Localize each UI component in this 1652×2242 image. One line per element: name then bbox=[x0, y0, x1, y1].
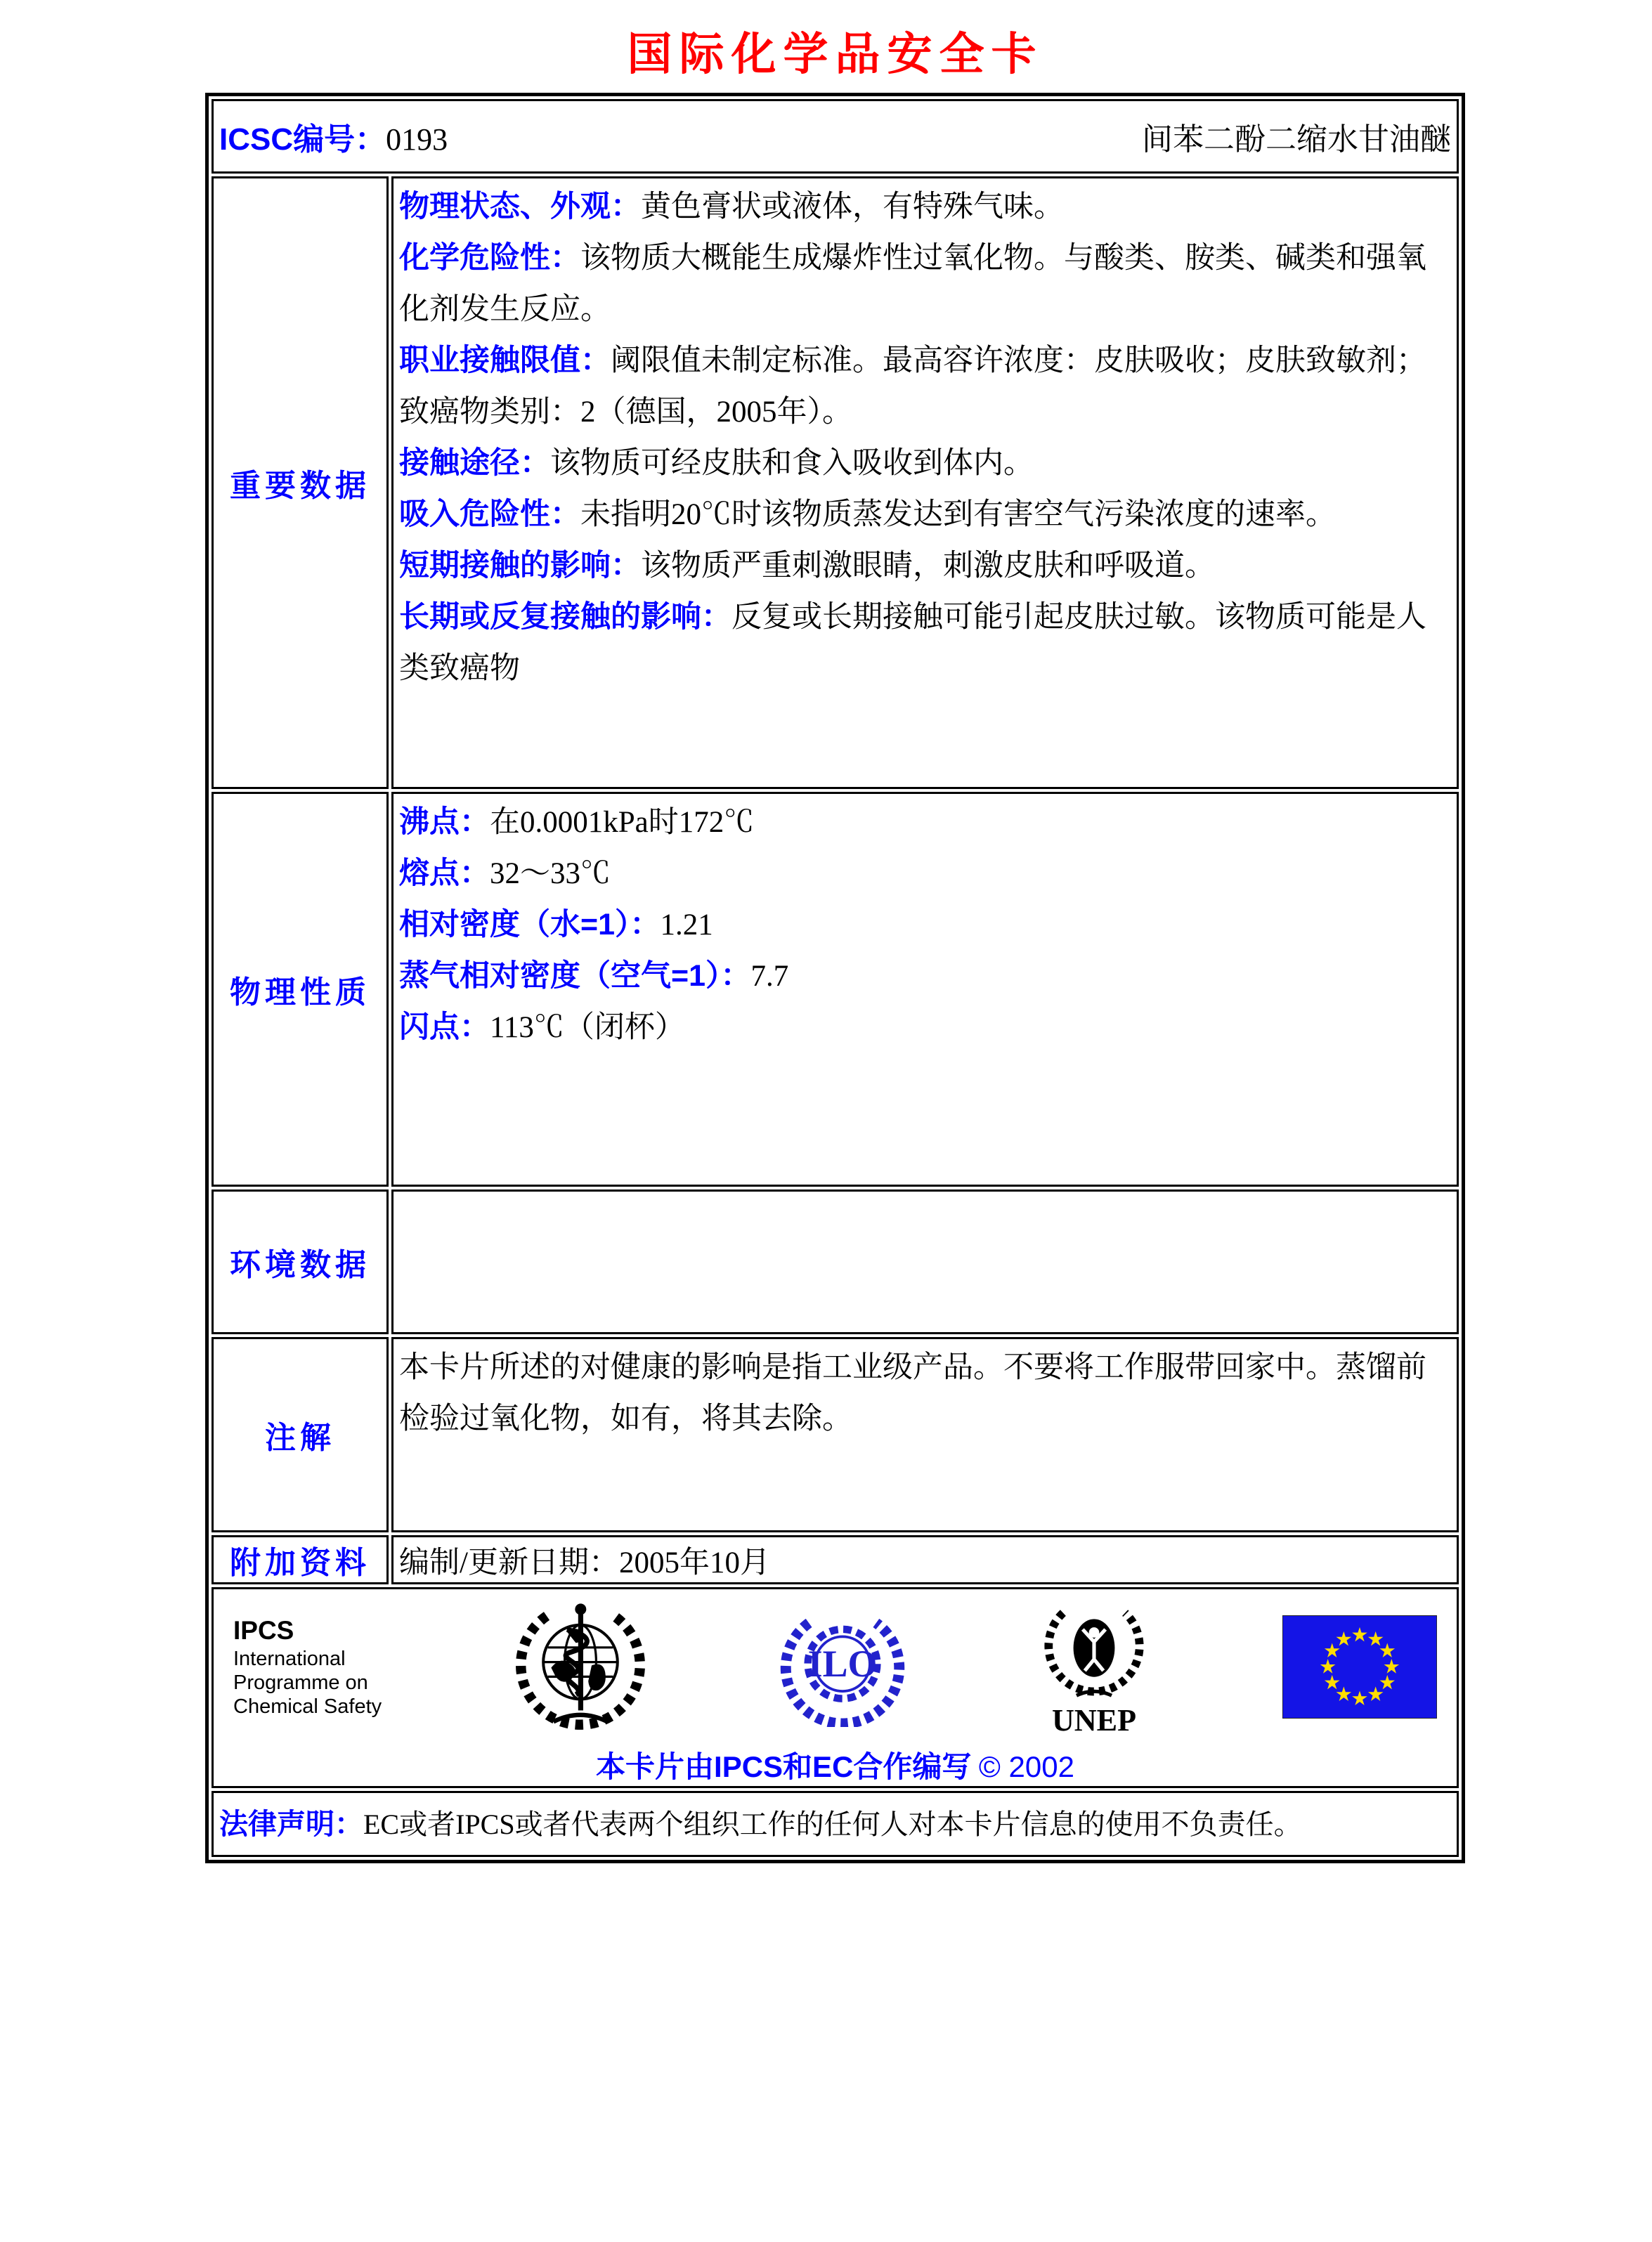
ipcs-text-block bbox=[233, 1615, 382, 1719]
entry-label: 长期或反复接触的影响： bbox=[399, 600, 731, 634]
icsc-card-table bbox=[205, 93, 1465, 1863]
notes-section-label: 注解 bbox=[212, 1337, 389, 1532]
environmental-data-section-label: 环境数据 bbox=[212, 1190, 389, 1334]
entry-text: 32～33℃ bbox=[490, 857, 611, 890]
data-entry bbox=[399, 540, 1451, 592]
ipcs-line: Programme on bbox=[233, 1671, 368, 1694]
data-entry bbox=[399, 233, 1451, 335]
data-entry bbox=[399, 797, 1451, 848]
important-data-row bbox=[212, 176, 1459, 789]
cooperation-caption-text: 本卡片由IPCS和EC合作编写 bbox=[596, 1750, 972, 1783]
entry-text: 1.21 bbox=[660, 908, 713, 941]
entry-label: 熔点： bbox=[399, 856, 490, 890]
entry-label: 相对密度（水=1）： bbox=[399, 908, 661, 941]
environmental-data-content bbox=[391, 1190, 1459, 1334]
important-data-content bbox=[391, 176, 1459, 789]
entry-text: 反复或长期接触可能引起皮肤过敏。该物质可能是人类致癌物 bbox=[399, 601, 1426, 685]
who-logo-icon bbox=[513, 1596, 648, 1738]
legal-row bbox=[212, 1791, 1459, 1857]
entry-text: 7.7 bbox=[750, 960, 789, 993]
additional-info-row bbox=[212, 1535, 1459, 1584]
notes-content bbox=[391, 1337, 1459, 1532]
entry-text: 该物质严重刺激眼睛，刺激皮肤和呼吸道。 bbox=[641, 549, 1215, 582]
ilo-logo-text: ILO bbox=[807, 1643, 878, 1686]
legal-label: 法律声明： bbox=[219, 1807, 363, 1840]
entry-label: 接触途径： bbox=[399, 446, 550, 480]
ipcs-line: Chemical Safety bbox=[233, 1695, 382, 1718]
environmental-data-row bbox=[212, 1190, 1459, 1334]
eu-flag-icon bbox=[1282, 1615, 1437, 1719]
additional-info-content bbox=[391, 1535, 1459, 1584]
ipcs-acronym: IPCS bbox=[233, 1616, 294, 1645]
data-entry bbox=[399, 592, 1451, 694]
logos-cell bbox=[212, 1587, 1459, 1788]
important-data-section-label: 重要数据 bbox=[212, 176, 389, 789]
entry-text: 阈限值未制定标准。最高容许浓度：皮肤吸收；皮肤致敏剂；致癌物类别：2（德国，2005年）。 bbox=[399, 344, 1426, 429]
additional-info-section-label: 附加资料 bbox=[212, 1535, 389, 1584]
legal-cell bbox=[212, 1791, 1459, 1857]
entry-label: 职业接触限值： bbox=[399, 344, 611, 377]
entry-text: 113℃（闭杯） bbox=[490, 1011, 685, 1044]
data-entry bbox=[399, 335, 1451, 438]
entry-label: 物理状态、外观： bbox=[399, 190, 641, 223]
physical-properties-row bbox=[212, 792, 1459, 1187]
data-entry bbox=[399, 951, 1451, 1002]
data-entry bbox=[399, 489, 1451, 540]
data-entry bbox=[399, 438, 1451, 489]
ipcs-line: International bbox=[233, 1648, 346, 1670]
header-cell bbox=[212, 99, 1459, 174]
physical-properties-content bbox=[391, 792, 1459, 1187]
logos-row bbox=[212, 1587, 1459, 1788]
revision-date-text: 编制/更新日期：2005年10月 bbox=[399, 1546, 770, 1579]
entry-label: 吸入危险性： bbox=[399, 497, 580, 531]
notes-text: 本卡片所述的对健康的影响是指工业级产品。不要将工作服带回家中。蒸馏前检验过氧化物，如有，将其去除。 bbox=[399, 1351, 1426, 1435]
entry-text: 在0.0001kPa时172℃ bbox=[490, 806, 755, 839]
data-entry bbox=[399, 899, 1451, 951]
entry-label: 闪点： bbox=[399, 1010, 490, 1044]
entry-text: 黄色膏状或液体，有特殊气味。 bbox=[641, 190, 1064, 223]
chemical-name: 间苯二酚二缩水甘油醚 bbox=[1142, 122, 1451, 157]
entry-label: 沸点： bbox=[399, 805, 490, 839]
cooperation-caption bbox=[219, 1744, 1451, 1786]
icsc-number-value: 0193 bbox=[386, 122, 448, 157]
page-title: 国际化学品安全卡 bbox=[627, 29, 1043, 79]
data-entry bbox=[399, 181, 1451, 233]
icsc-number-group bbox=[219, 114, 448, 159]
ilo-logo-icon bbox=[779, 1606, 906, 1727]
legal-text: EC或者IPCS或者代表两个组织工作的任何人对本卡片信息的使用不负责任。 bbox=[363, 1808, 1302, 1840]
physical-properties-section-label: 物理性质 bbox=[212, 792, 389, 1187]
notes-row bbox=[212, 1337, 1459, 1532]
copyright-year: © 2002 bbox=[978, 1750, 1074, 1783]
entry-text: 该物质大概能生成爆炸性过氧化物。与酸类、胺类、碱类和强氧化剂发生反应。 bbox=[399, 242, 1426, 326]
unep-logo-text: UNEP bbox=[1051, 1703, 1137, 1737]
entry-text: 未指明20℃时该物质蒸发达到有害空气污染浓度的速率。 bbox=[580, 498, 1336, 531]
entry-label: 化学危险性： bbox=[399, 241, 580, 275]
entry-label: 蒸气相对密度（空气=1）： bbox=[399, 959, 751, 993]
icsc-number-label: ICSC编号： bbox=[219, 122, 386, 157]
data-entry bbox=[399, 848, 1451, 899]
data-entry bbox=[399, 1002, 1451, 1053]
header-row bbox=[212, 99, 1459, 174]
entry-label: 短期接触的影响： bbox=[399, 549, 641, 582]
entry-text: 该物质可经皮肤和食入吸收到体内。 bbox=[550, 447, 1034, 480]
unep-logo-icon bbox=[1037, 1596, 1151, 1737]
